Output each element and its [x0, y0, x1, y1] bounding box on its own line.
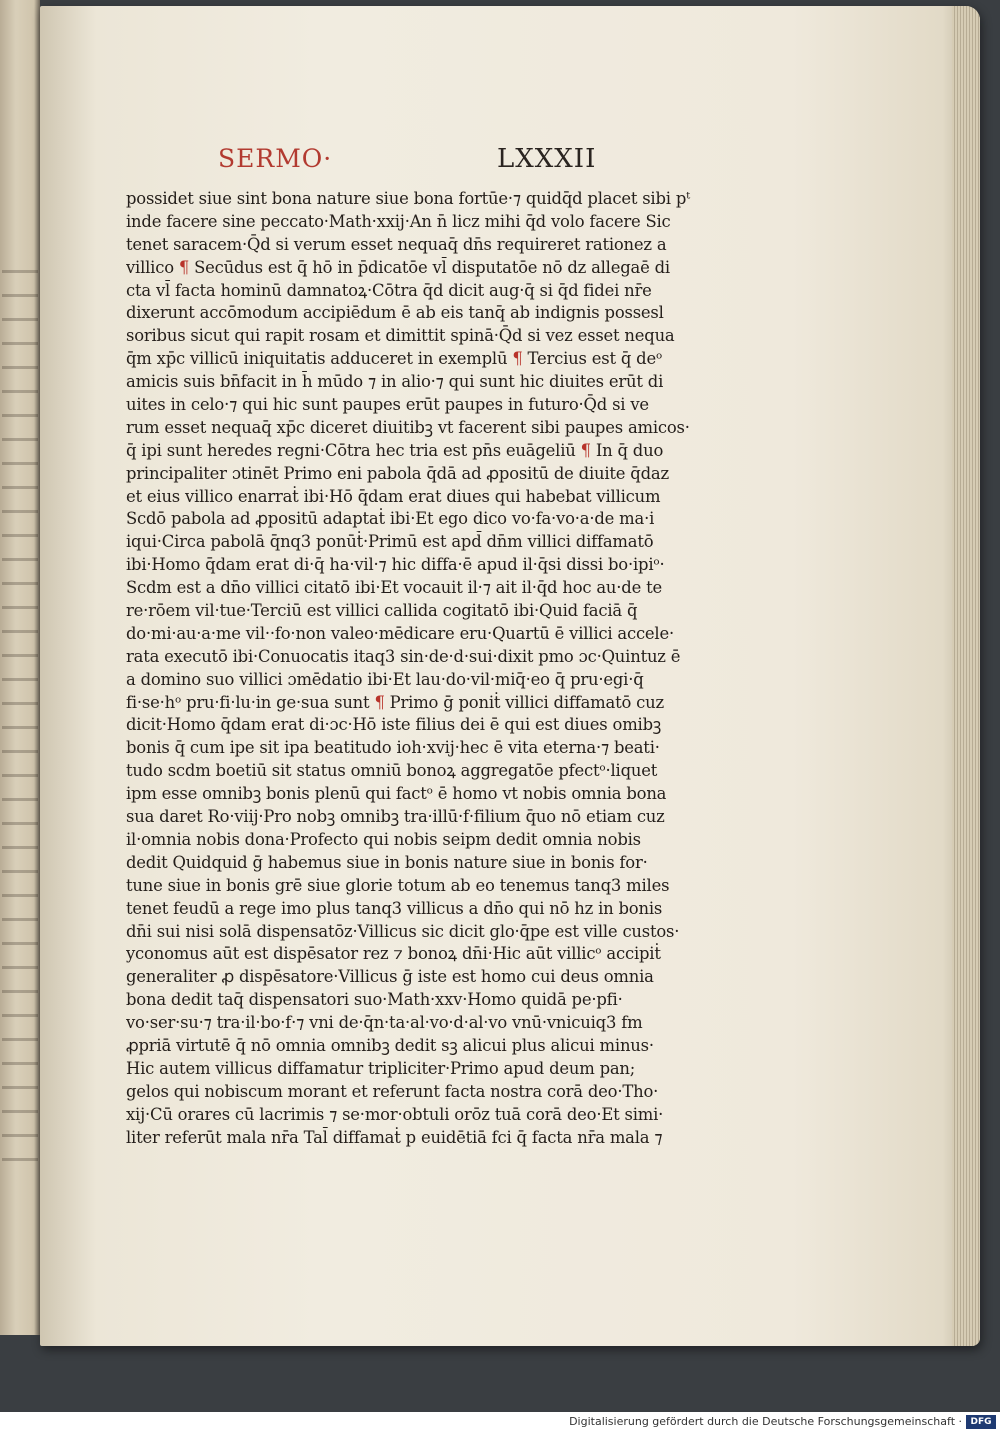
text-line: sua daret Ro·viij·Pro nobꝫ omnibꝫ tra·illū·f·filium q̄uo nō etiam cuz — [126, 807, 665, 827]
paragraph-mark: ¶ — [580, 440, 591, 460]
text-line: et eius villico enarraṫ ibi·Hō q̄dam erat diues qui habebat villicum — [126, 486, 661, 506]
text-line: uites in celo·⁊ qui hic sunt paupes erūt paupes in futuro·Q̄d si ve — [126, 395, 649, 415]
text-line: iqui·Circa pabolā q̄nq3 ponūṫ·Primū est apd̄ dn̄m villici diffamatō — [126, 532, 654, 552]
text-line: Hic autem villicus diffamatur tripliciter·Primo apud deum pan; — [126, 1058, 636, 1078]
text-line: generaliter ꝓ dispēsatore·Villicus ḡ iste est homo cui deus omnia — [126, 967, 654, 987]
text-line: soribus sicut qui rapit rosam et dimittit spinā·Q̄d si vez esset nequa — [126, 326, 675, 346]
text-line: dicit·Homo q̄dam erat di·ɔc·Hō iste filius dei ē qui est diues omibꝫ — [126, 715, 662, 735]
text-line: bona dedit taq̄ dispensatori suo·Math·xxv·Homo quidā pe·pfi· — [126, 990, 623, 1010]
left-page-edge — [0, 0, 40, 1335]
text-line: rum esset nequaq̄ xp̄c diceret diuitibꝫ vt facerent sibi paupes amicos· — [126, 417, 690, 437]
footer-bar — [0, 1412, 1000, 1432]
text-line: fi·se·hᵒ pru·fi·lu·in ge·sua sunt ¶ Primo ḡ poniṫ villici diffamatō cuz — [126, 692, 664, 712]
page-stack-edge — [952, 6, 980, 1346]
text-line: tudo scdm boetiū sit status omniū bonoꝝ aggregatōe pfectᵒ·liquet — [126, 761, 658, 781]
book-page — [40, 6, 980, 1346]
text-line: dixerunt accōmodum accipiēdum ē ab eis tanq̄ ab indignis possesl — [126, 303, 664, 323]
text-line: tune siue in bonis grē siue glorie totum ab eo tenemus tanq3 miles — [126, 875, 670, 895]
funding-credit: Digitalisierung gefördert durch die Deutsche Forschungsgemeinschaft · — [569, 1415, 962, 1428]
text-line: tenet feudū a rege imo plus tanq3 villicus a dn̄o qui nō hz in bonis — [126, 898, 663, 918]
paragraph-mark: ¶ — [512, 349, 523, 369]
text-line: cta vl̄ facta hominū damnatoꝝ·Cōtra q̄d dicit aug·q̄ si q̄d fidei nr̄e — [126, 280, 652, 300]
text-line: amicis suis bn̄facit in h̄ mūdo ⁊ in alio·⁊ qui sunt hic diuites erūt di — [126, 372, 664, 392]
text-line: principaliter ɔtinēt Primo eni pabola q̄dā ad ꝓpositū de diuite q̄daz — [126, 463, 669, 483]
text-line: bonis q̄ cum ipe sit ipa beatitudo ioh·xvij·hec ē vita eterna·⁊ beati· — [126, 738, 660, 758]
text-line: possidet siue sint bona nature siue bona fortūe·⁊ quidq̄d placet sibi pᵗ — [126, 189, 690, 208]
text-line: ibi·Homo q̄dam erat di·q̄ ha·vil·⁊ hic diffa·ē apud il·q̄si dissi bo·ipiᵒ· — [126, 555, 665, 575]
text-line: gelos qui nobiscum morant et referunt facta nostra corā deo·Tho· — [126, 1081, 659, 1101]
text-line: liter referūt mala nr̄a Tal̄ diffamaṫ p euidētiā fci q̄ facta nr̄a mala ⁊ — [126, 1127, 663, 1147]
text-line: re·rōem vil·tue·Terciū est villici callida cogitatō ibi·Quid faciā q̄ — [126, 601, 638, 621]
text-line: q̄ ipi sunt heredes regni·Cōtra hec tria est pn̄s euāgeliū ¶ In q̄ duo — [126, 440, 664, 460]
text-line: il·omnia nobis dona·Profecto qui nobis seipm dedit omnia nobis — [126, 829, 641, 849]
text-line: yconomus aūt est dispēsator rez ⁊ bonoꝝ dn̄i·Hic aūt villicᵒ accipiṫ — [126, 944, 661, 964]
text-line: xij·Cū orares cū lacrimis ⁊ se·mor·obtuli orōz tuā corā deo·Et simi· — [126, 1104, 664, 1124]
text-line: villico ¶ Secūdus est q̄ hō in p̄dicatōe vl̄ disputatōe nō dz allegaē di — [126, 257, 670, 277]
dfg-logo: DFG — [966, 1415, 996, 1429]
text-line: q̄m xp̄c villicū iniquitatis adduceret in exemplū ¶ Tercius est q̄ deᵒ — [126, 349, 663, 369]
text-line: tenet saracem·Q̄d si verum esset nequaq̄ dn̄s requireret rationez a — [126, 234, 667, 254]
text-line: a domino suo villici ɔmēdatio ibi·Et lau·do·vil·miq̄·eo q̄ pru·egi·q̄ — [126, 669, 644, 689]
running-header-sermo: SERMO· — [218, 144, 333, 173]
paragraph-mark: ¶ — [374, 692, 385, 712]
text-line: vo·ser·su·⁊ tra·il·bo·f·⁊ vni de·q̄n·ta·al·vo·d·al·vo vnū·vnicuiq3 fm — [126, 1013, 643, 1033]
text-line: Scdm est a dn̄o villici citatō ibi·Et vocauit il·⁊ ait il·q̄d hoc au·de te — [126, 578, 662, 598]
text-line: do·mi·au·a·me vil··fo·non valeo·mēdicare eru·Quartū ē villici accele· — [126, 623, 674, 643]
text-line: Scdō pabola ad ꝓpositū adaptaṫ ibi·Et ego dico vo·fa·vo·a·de ma·i — [126, 509, 655, 529]
text-line: dn̄i sui nisi solā dispensatōz·Villicus sic dicit glo·q̄pe est ville custos· — [126, 921, 680, 941]
text-line: dedit Quidquid ḡ habemus siue in bonis nature siue in bonis for· — [126, 852, 648, 872]
folio-number: LXXXII — [497, 144, 597, 174]
paragraph-mark: ¶ — [178, 257, 190, 277]
left-page-text-fragment — [2, 270, 38, 1170]
text-line: ipm esse omnibꝫ bonis plenū qui factᵒ ē homo vt nobis omnia bona — [126, 784, 667, 804]
body-text-block — [126, 188, 692, 1149]
text-line: ꝓpriā virtutē q̄ nō omnia omnibꝫ dedit sꝫ alicui plus alicui minus· — [126, 1035, 654, 1055]
text-line: rata executō ibi·Conuocatis itaq3 sin·de·d·sui·dixit pmo ɔc·Quintuz ē — [126, 646, 681, 666]
text-line: inde facere sine peccato·Math·xxij·An n̄ licz mihi q̄d volo facere Sic — [126, 211, 671, 231]
